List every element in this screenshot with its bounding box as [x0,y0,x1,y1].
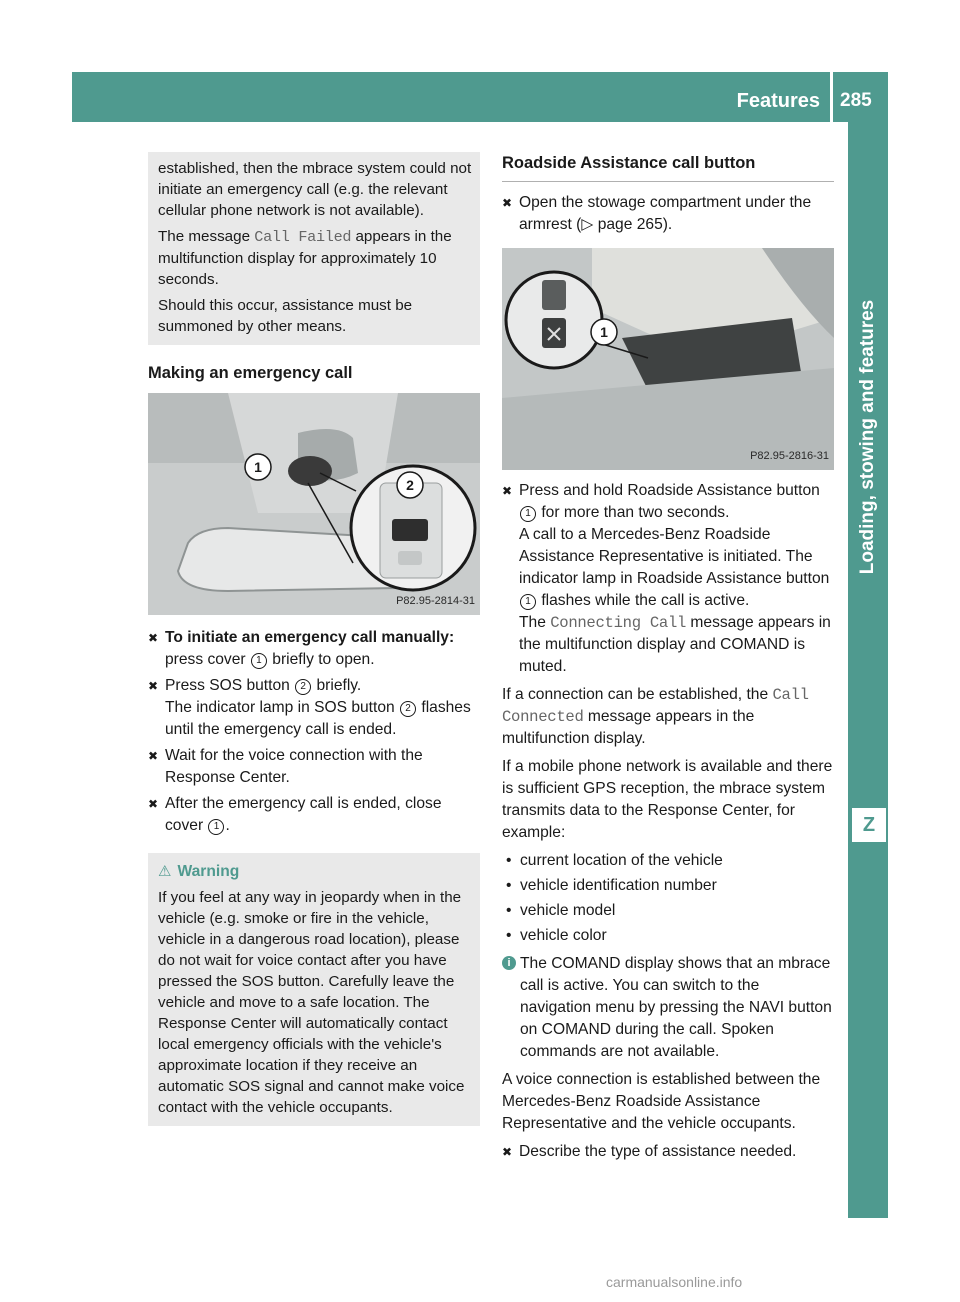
section-label: Loading, stowing and features [857,299,878,575]
armrest-illustration [502,248,834,470]
figure-code: P82.95-2814-31 [396,595,475,607]
arrow-icon: ✖ [502,196,513,210]
figure-code: P82.95-2816-31 [750,450,829,462]
info-note: i The COMAND display shows that an mbrace call is active. You can switch to the navigation menu by pressing the NAVI button on COMAND during the call. Spoken commands are not available. [502,953,834,1063]
mirror-illustration [148,393,480,615]
section-heading: Making an emergency call [148,364,353,382]
callout-1: 1 [600,324,608,340]
warning-icon: ⚠ [158,863,172,880]
step-item: ✖ Wait for the voice connection with the Response Center. [148,747,423,786]
arrow-icon: ✖ [148,679,159,693]
page-number: 285 [840,90,872,111]
warning-box [148,853,480,1126]
page-title: Features [736,90,820,112]
right-column [502,152,834,1167]
step-item: ✖ To initiate an emergency call manually: press cover 1 briefly to open. [148,629,455,668]
arrow-icon: ✖ [148,631,159,645]
arrow-icon: ✖ [502,1145,513,1159]
watermark-site: carmanualsonline.info [606,1274,743,1290]
warning-title: Warning [177,863,240,880]
body-paragraph: A voice connection is established between the Mercedes-Benz Roadside Assistance Representative and the vehicle occupants. [502,1071,821,1132]
failure-note-box [148,152,480,345]
step-item: ✖ Press and hold Roadside Assistance button 1 for more than two seconds. A call to a Mercedes-Benz Roadside Assistance Representative is initiated. The indicator lamp in Roadside Assistance button 1 flashes while the call is active. The Connecting Call message appears in the multifunction display and COMAND is muted. [502,482,831,675]
box-paragraph: Should this occur, assistance must be summoned by other means. [158,297,413,335]
arrow-icon: ✖ [148,749,159,763]
step-item: ✖ Open the stowage compartment under the armrest (▷ page 265). [502,194,812,233]
box-paragraph: established, then the mbrace system could not initiate an emergency call (e.g. the relevant cellular phone network is not available). [158,160,472,219]
list-item: • vehicle model [506,902,616,919]
step-item: ✖ After the emergency call is ended, close cover 1 . [148,795,442,834]
list-item: • current location of the vehicle [506,852,723,869]
mirror-figure [148,393,480,615]
left-column [148,152,480,1126]
body-paragraph: If a connection can be established, the Call Connected message appears in the multifunction display. [502,686,809,747]
callout-1: 1 [254,459,262,475]
section-tab-marker: Z [852,808,886,842]
callout-2: 2 [406,477,414,493]
warning-text: If you feel at any way in jeopardy when in the vehicle (e.g. smoke or fire in the vehicle, vehicle in a dangerous road location), please do not wait for voice contact after you have pressed the SOS button. Carefully leave the vehicle and move to a safe location. The Response Center will automatically contact local emergency officials with the vehicle's approximate location if they receive an automatic SOS signal and cannot make voice contact with the vehicle occupants. [158,889,465,1116]
step-item: ✖ Press SOS button 2 briefly. The indicator lamp in SOS button 2 flashes until the emergency call is ended. [148,677,471,738]
info-icon: i [502,956,516,970]
body-paragraph: If a mobile phone network is available and there is sufficient GPS reception, the mbrace system transmits data to the Response Center, for example: [502,758,833,841]
armrest-figure [502,248,834,470]
arrow-icon: ✖ [502,484,513,498]
list-item: • vehicle identification number [506,877,717,894]
header-divider [830,72,833,122]
step-item: ✖ Describe the type of assistance needed. [502,1141,834,1163]
list-item: • vehicle color [506,927,607,944]
section-heading: Roadside Assistance call button [502,152,834,182]
arrow-icon: ✖ [148,797,159,811]
box-paragraph: The message Call Failed appears in the multifunction display for approximately 10 seconds. [158,228,452,288]
data-list [502,850,834,947]
